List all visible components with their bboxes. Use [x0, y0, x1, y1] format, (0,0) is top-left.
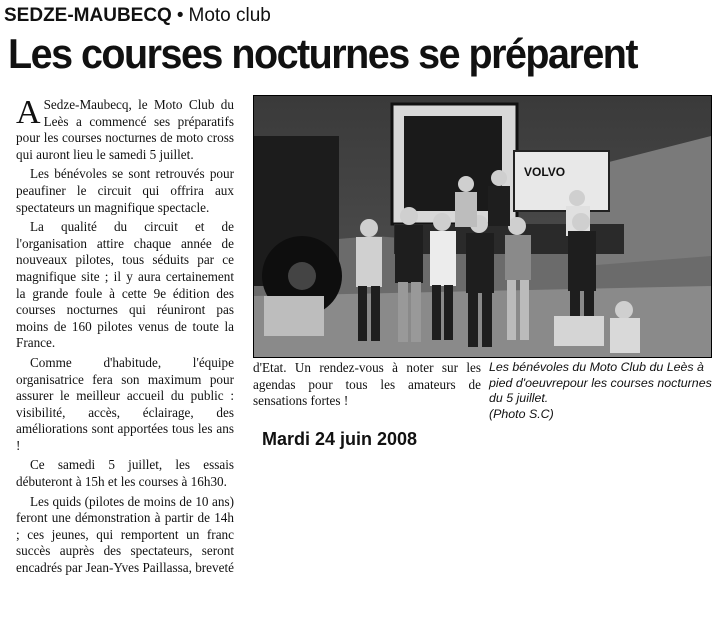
- article-paragraph-4: Comme d'habitude, l'équipe organisatrice fera son maximum pour assurer le meilleur accueil du public : visibilité, accès, éclairage, des améliorations sont apportées tous les ans !: [16, 354, 234, 453]
- publication-date: Mardi 24 juin 2008: [262, 429, 418, 449]
- photo-credit: (Photo S.C): [489, 406, 554, 421]
- photo-illustration: [254, 96, 711, 357]
- kicker: [4, 4, 704, 28]
- headline: Les courses nocturnes se préparent: [8, 30, 638, 77]
- photo-machine-label: VOLVO: [524, 165, 566, 179]
- article-paragraph-2: Les bénévoles se sont retrouvés pour peaufiner le circuit qui offrira aux spectateurs un magnifique spectacle.: [16, 166, 234, 215]
- article-paragraph-6: Les quids (pilotes de moins de 10 ans) feront une démonstration à partir de 14h ; ces jeunes, qui remportent un franc succès auprès des spectateurs, seront encadrés par Jean-Yves Paillassa, breveté: [16, 493, 235, 576]
- article-paragraph-1: [16, 94, 234, 163]
- article-column-2: [253, 360, 481, 410]
- article-continuation: d'Etat. Un rendez-vous à noter sur les agendas pour tous les amateurs de sensations fortes !: [253, 360, 481, 409]
- dropcap: A: [16, 94, 41, 131]
- photo-caption: [489, 360, 714, 422]
- news-photo: [253, 95, 712, 358]
- article-paragraph-5: Ce samedi 5 juillet, les essais débuteront à 15h et les courses à 16h30.: [16, 457, 234, 490]
- article-paragraph-3: La qualité du circuit et de l'organisation attire chaque année de nouveaux pilotes, tous séduits par ce magnifique site ; il y aura certainement la grande foule à cette 9e édition des courses nocturnes qui réuniront pas moins de 160 pilotes venus de toute la France.: [16, 219, 234, 351]
- kicker-separator: •: [176, 5, 184, 26]
- photo-caption-text: Les bénévoles du Moto Club du Leès à pied d'oeuvrepour les courses nocturnes du 5 juillet.: [489, 360, 712, 406]
- article-paragraph-1-text: Sedze-Maubecq, le Moto Club du Leès a commencé ses préparatifs pour les courses nocturnes de moto cross qui auront lieu le samedi 5 juillet.: [16, 97, 234, 162]
- article-column-1: [16, 94, 235, 580]
- kicker-location: SEDZE-MAUBECQ: [4, 5, 172, 26]
- kicker-section: Moto club: [188, 5, 271, 26]
